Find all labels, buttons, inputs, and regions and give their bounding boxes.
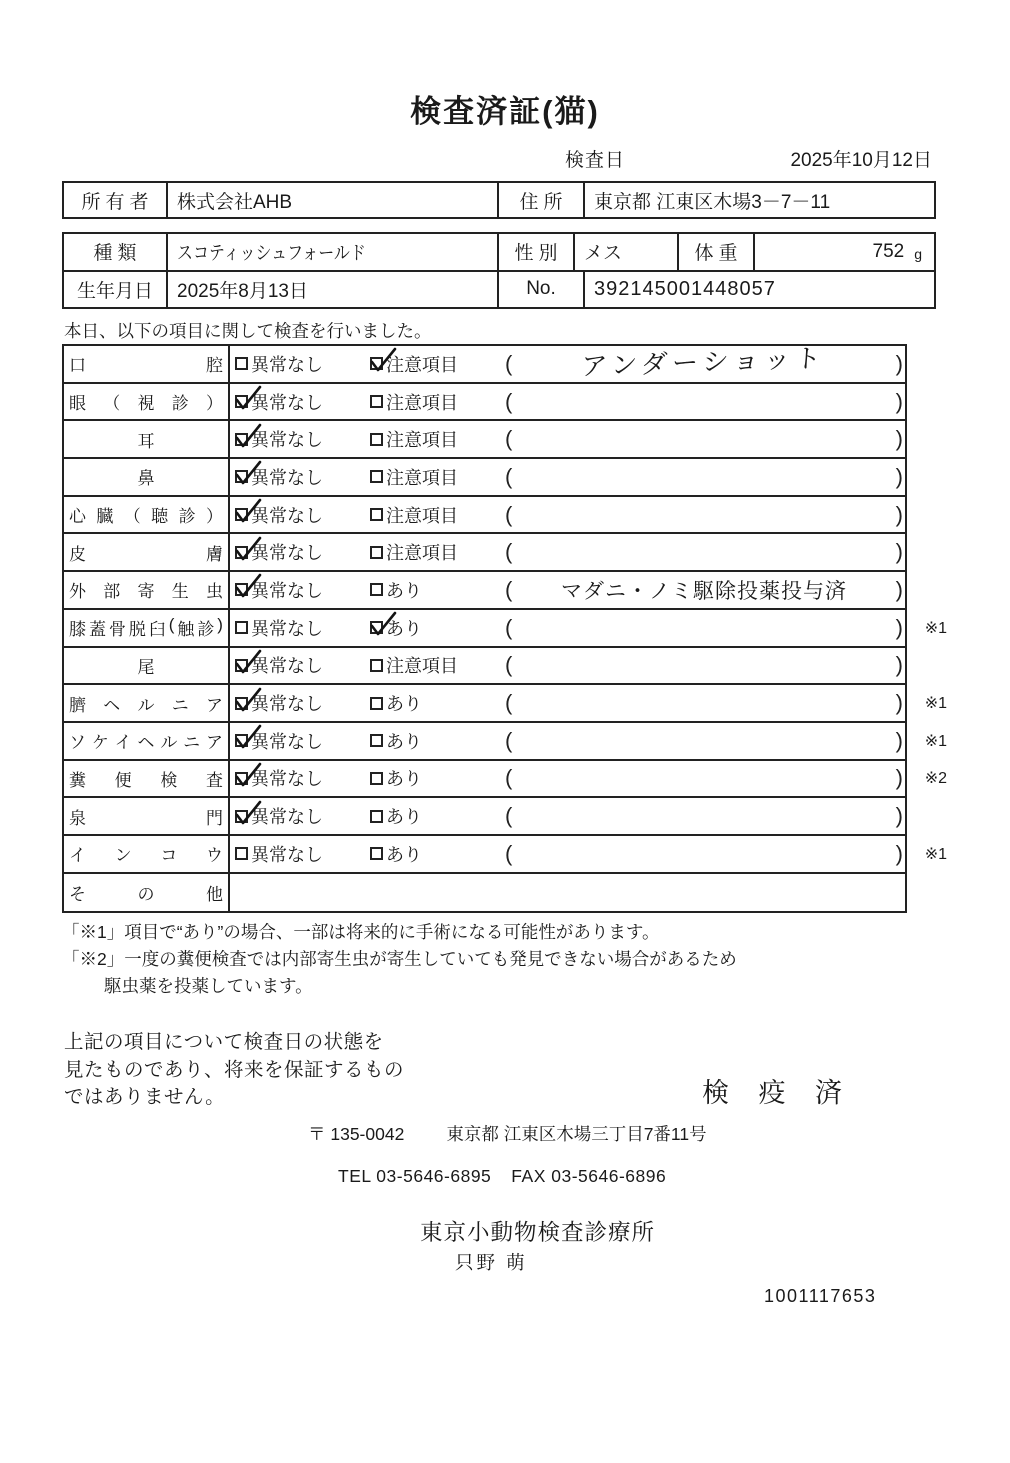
checkbox-icon <box>235 546 248 559</box>
exam-item-label: 鼻 <box>64 459 230 495</box>
exam-option-label: 異常なし <box>251 618 323 639</box>
paren-open-glyph: ( <box>505 463 513 489</box>
exam-option-label: 異常なし <box>251 543 323 564</box>
paren-close-glyph: ) <box>895 727 903 753</box>
page-title: 検査済証(猫) <box>410 94 600 129</box>
paren-open-glyph: ( <box>505 576 513 602</box>
exam-option-attention <box>370 539 503 565</box>
clinic-tel: TEL 03-5646-6895 <box>338 1166 492 1186</box>
exam-option-label: 異常なし <box>251 656 323 677</box>
exam-table-row <box>64 874 905 912</box>
footnotes <box>62 919 882 1000</box>
exam-option-attention <box>370 765 503 791</box>
exam-table-row <box>64 572 905 610</box>
exam-option-attention <box>370 728 503 754</box>
owner-value: 株式会社AHB <box>168 183 499 217</box>
paren-close-glyph: ) <box>895 501 903 527</box>
finding-paren-group <box>503 575 905 605</box>
exam-option-label: 注意項目 <box>386 392 458 413</box>
clinic-address: 東京都 江東区木場三丁目7番11号 <box>446 1124 707 1144</box>
disclaimer-text: 上記の項目について検査日の状態を 見たものであり、将来を保証するもの ではありません。 <box>64 1031 405 1108</box>
exam-table-row <box>64 648 905 686</box>
checkbox-icon <box>370 508 383 521</box>
footnote-1: 「※1」項目で“あり”の場合、一部は将来的に手術になる可能性があります。 <box>62 922 660 942</box>
sex-label: 性別 <box>499 234 575 270</box>
exam-item-label: 尾 <box>64 648 230 684</box>
footnote-marker: ※1 <box>924 619 947 637</box>
birth-label: 生年月日 <box>64 272 168 308</box>
finding-paren-group <box>503 464 905 490</box>
paren-open-glyph: ( <box>505 840 513 866</box>
clinic-contact-line <box>338 1166 666 1187</box>
finding-paren-group <box>503 502 905 528</box>
exam-option-no-abnormality <box>235 464 370 490</box>
checkbox-icon <box>235 470 248 483</box>
paren-close-glyph: ) <box>895 803 903 829</box>
exam-item-label: 臍 ヘ ル ニ ア <box>64 685 230 721</box>
checkbox-icon <box>235 659 248 672</box>
exam-table-row <box>64 421 905 459</box>
exam-option-no-abnormality <box>235 389 370 415</box>
checkbox-icon <box>370 357 383 370</box>
clinic-address-line <box>308 1121 707 1146</box>
paren-open-glyph: ( <box>505 539 513 565</box>
paren-open-glyph: ( <box>505 614 513 640</box>
paren-open-glyph: ( <box>505 727 513 753</box>
exam-option-label: 異常なし <box>251 505 323 526</box>
paren-open-glyph: ( <box>505 690 513 716</box>
exam-item-label: 眼 （ 視 診 ） <box>64 384 230 420</box>
footnote-marker: ※1 <box>924 845 947 863</box>
exam-option-no-abnormality <box>235 690 370 716</box>
finding-paren-group <box>503 539 905 565</box>
checkbox-icon <box>370 546 383 559</box>
exam-option-label: あり <box>386 769 422 790</box>
exam-option-label: あり <box>386 694 422 715</box>
exam-option-label: 異常なし <box>251 694 323 715</box>
exam-option-label: あり <box>386 731 422 752</box>
finding-paren-group <box>503 345 905 382</box>
finding-paren-group <box>503 728 905 754</box>
paren-close-glyph: ) <box>895 614 903 640</box>
paren-close-glyph: ) <box>895 690 903 716</box>
exam-item-label: 外 部 寄 生 虫 <box>64 572 230 608</box>
checkbox-icon <box>235 772 248 785</box>
exam-option-no-abnormality <box>235 615 370 641</box>
paren-close-glyph: ) <box>895 388 903 414</box>
exam-option-no-abnormality <box>235 351 370 377</box>
exam-option-no-abnormality <box>235 539 370 565</box>
footnote-marker: ※1 <box>924 732 947 750</box>
owner-table <box>62 181 936 219</box>
owner-address-value: 東京都 江東区木場3－7－11 <box>594 191 831 213</box>
paren-close-glyph: ) <box>895 765 903 791</box>
checkbox-icon <box>235 357 248 370</box>
exam-date-value: 2025年10月12日 <box>790 150 932 171</box>
exam-table-row <box>64 384 905 422</box>
exam-table-row <box>64 798 905 836</box>
exam-option-label: 注意項目 <box>386 543 458 564</box>
weight-unit: g <box>914 245 922 262</box>
exam-option-label: 異常なし <box>251 769 323 790</box>
exam-item-label: 口 腔 <box>64 346 230 382</box>
exam-option-no-abnormality <box>235 765 370 791</box>
exam-table-row <box>64 497 905 535</box>
checkbox-icon <box>235 621 248 634</box>
exam-table-row <box>64 534 905 572</box>
exam-item-label: 耳 <box>64 421 230 457</box>
exam-option-attention <box>370 351 503 377</box>
exam-item-label: そ の 他 <box>64 874 230 912</box>
examiner-name: 只野 萌 <box>455 1252 528 1273</box>
checkbox-icon <box>235 433 248 446</box>
footnote-marker: ※1 <box>924 695 947 713</box>
exam-table-row <box>64 459 905 497</box>
finding-paren-group <box>503 841 905 867</box>
quarantine-stamp: 検 疫 済 <box>702 1078 854 1108</box>
exam-option-attention <box>370 502 503 528</box>
exam-option-attention <box>370 464 503 490</box>
finding-paren-group <box>503 426 905 452</box>
paren-close-glyph: ) <box>895 539 903 565</box>
exam-table-row <box>64 723 947 761</box>
exam-item-label: 心 臓 （ 聴 診 ） <box>64 497 230 533</box>
exam-option-attention <box>370 389 503 415</box>
breed-value: スコティッシュフォールド <box>168 234 499 270</box>
exam-option-attention <box>370 615 503 641</box>
exam-option-no-abnormality <box>235 841 370 867</box>
exam-option-label: 異常なし <box>251 467 323 488</box>
exam-option-no-abnormality <box>235 502 370 528</box>
exam-option-label: 異常なし <box>251 844 323 865</box>
paren-open-glyph: ( <box>505 501 513 527</box>
exam-option-label: 注意項目 <box>386 354 458 375</box>
checkbox-icon <box>370 659 383 672</box>
no-value: 392145001448057 <box>594 277 776 300</box>
no-label: No. <box>499 272 585 308</box>
exam-option-attention <box>370 426 503 452</box>
checkbox-icon <box>370 470 383 483</box>
exam-option-no-abnormality <box>235 728 370 754</box>
owner-address-label: 住所 <box>499 183 585 217</box>
exam-option-no-abnormality <box>235 803 370 829</box>
checkbox-icon <box>370 621 383 634</box>
sex-value: メス <box>575 234 679 270</box>
birth-value: 2025年8月13日 <box>168 272 499 308</box>
owner-label: 所有者 <box>64 183 168 217</box>
checkbox-icon <box>370 847 383 860</box>
exam-option-label: あり <box>386 807 422 828</box>
exam-option-label: あり <box>386 844 422 865</box>
postal-code: 〒 135-0042 <box>308 1124 405 1144</box>
finding-paren-group <box>503 765 905 791</box>
paren-close-glyph: ) <box>895 576 903 602</box>
checkbox-icon <box>235 583 248 596</box>
exam-option-attention <box>370 803 503 829</box>
exam-option-label: 異常なし <box>251 430 323 451</box>
exam-option-label: 注意項目 <box>386 505 458 526</box>
paren-close-glyph: ) <box>895 350 903 376</box>
exam-item-label: 糞 便 検 査 <box>64 761 230 797</box>
checkbox-icon <box>235 697 248 710</box>
finding-paren-group <box>503 389 905 415</box>
intro-text: 本日、以下の項目に関して検査を行いました。 <box>64 321 432 341</box>
exam-option-label: 注意項目 <box>386 430 458 451</box>
checkbox-icon <box>235 847 248 860</box>
weight-value: 752 g <box>872 240 922 262</box>
checkbox-icon <box>235 508 248 521</box>
finding-paren-group <box>503 803 905 829</box>
checkbox-icon <box>370 697 383 710</box>
exam-option-attention <box>370 841 503 867</box>
exam-option-no-abnormality <box>235 652 370 678</box>
exam-option-attention <box>370 690 503 716</box>
exam-option-label: 注意項目 <box>386 467 458 488</box>
checkbox-icon <box>235 395 248 408</box>
checkbox-icon <box>370 734 383 747</box>
checkbox-icon <box>370 433 383 446</box>
exam-finding-text: アンダーショット <box>580 343 828 382</box>
exam-finding-text: マダニ・ノミ駆除投薬投与済 <box>561 579 847 603</box>
paren-open-glyph: ( <box>505 803 513 829</box>
exam-item-label: イ ン コ ウ <box>64 836 230 872</box>
footnote-marker: ※2 <box>924 770 947 788</box>
clinic-fax: FAX 03-5646-6896 <box>511 1166 667 1186</box>
checkbox-icon <box>235 734 248 747</box>
exam-item-label: 膝 蓋 骨 脱 臼 ( 触 診 ) <box>64 610 230 646</box>
exam-option-label: 異常なし <box>251 731 323 752</box>
paren-close-glyph: ) <box>895 652 903 678</box>
pet-table <box>62 232 936 309</box>
serial-number: 1001117653 <box>764 1286 877 1306</box>
checkbox-icon <box>370 772 383 785</box>
paren-open-glyph: ( <box>505 350 513 376</box>
paren-open-glyph: ( <box>505 388 513 414</box>
breed-label: 種類 <box>64 234 168 270</box>
footnote-2-cont: 駆虫薬を投薬しています。 <box>104 976 313 996</box>
exam-option-no-abnormality <box>235 577 370 603</box>
paren-open-glyph: ( <box>505 426 513 452</box>
exam-table-row <box>64 343 905 384</box>
exam-item-label: ソ ケ イ ヘ ル ニ ア <box>64 723 230 759</box>
finding-paren-group <box>503 652 905 678</box>
exam-option-no-abnormality <box>235 426 370 452</box>
exam-table-row <box>64 761 947 799</box>
paren-open-glyph: ( <box>505 652 513 678</box>
paren-close-glyph: ) <box>895 840 903 866</box>
checkbox-icon <box>370 583 383 596</box>
checkbox-icon <box>370 810 383 823</box>
exam-option-label: 異常なし <box>251 392 323 413</box>
exam-option-label: 異常なし <box>251 807 323 828</box>
exam-table-row <box>64 836 947 874</box>
checkbox-icon <box>370 395 383 408</box>
weight-label: 体重 <box>679 234 755 270</box>
finding-paren-group <box>503 615 905 641</box>
exam-item-label: 皮 膚 <box>64 534 230 570</box>
exam-option-label: あり <box>386 580 422 601</box>
exam-table-row <box>64 685 947 723</box>
exam-option-attention <box>370 652 503 678</box>
exam-option-label: あり <box>386 618 422 639</box>
finding-paren-group <box>503 690 905 716</box>
exam-table-row <box>64 610 947 648</box>
exam-date-label: 検査日 <box>565 150 626 171</box>
paren-close-glyph: ) <box>895 426 903 452</box>
exam-table <box>62 343 947 913</box>
exam-item-label: 泉 門 <box>64 798 230 834</box>
exam-option-label: 異常なし <box>251 354 323 375</box>
footnote-2: 「※2」一度の糞便検査では内部寄生虫が寄生していても発見できない場合があるため <box>62 949 737 969</box>
exam-option-attention <box>370 577 503 603</box>
exam-option-label: 注意項目 <box>386 656 458 677</box>
exam-option-label: 異常なし <box>251 580 323 601</box>
paren-close-glyph: ) <box>895 463 903 489</box>
paren-open-glyph: ( <box>505 765 513 791</box>
clinic-name: 東京小動物検査診療所 <box>420 1220 656 1245</box>
checkbox-icon <box>235 810 248 823</box>
